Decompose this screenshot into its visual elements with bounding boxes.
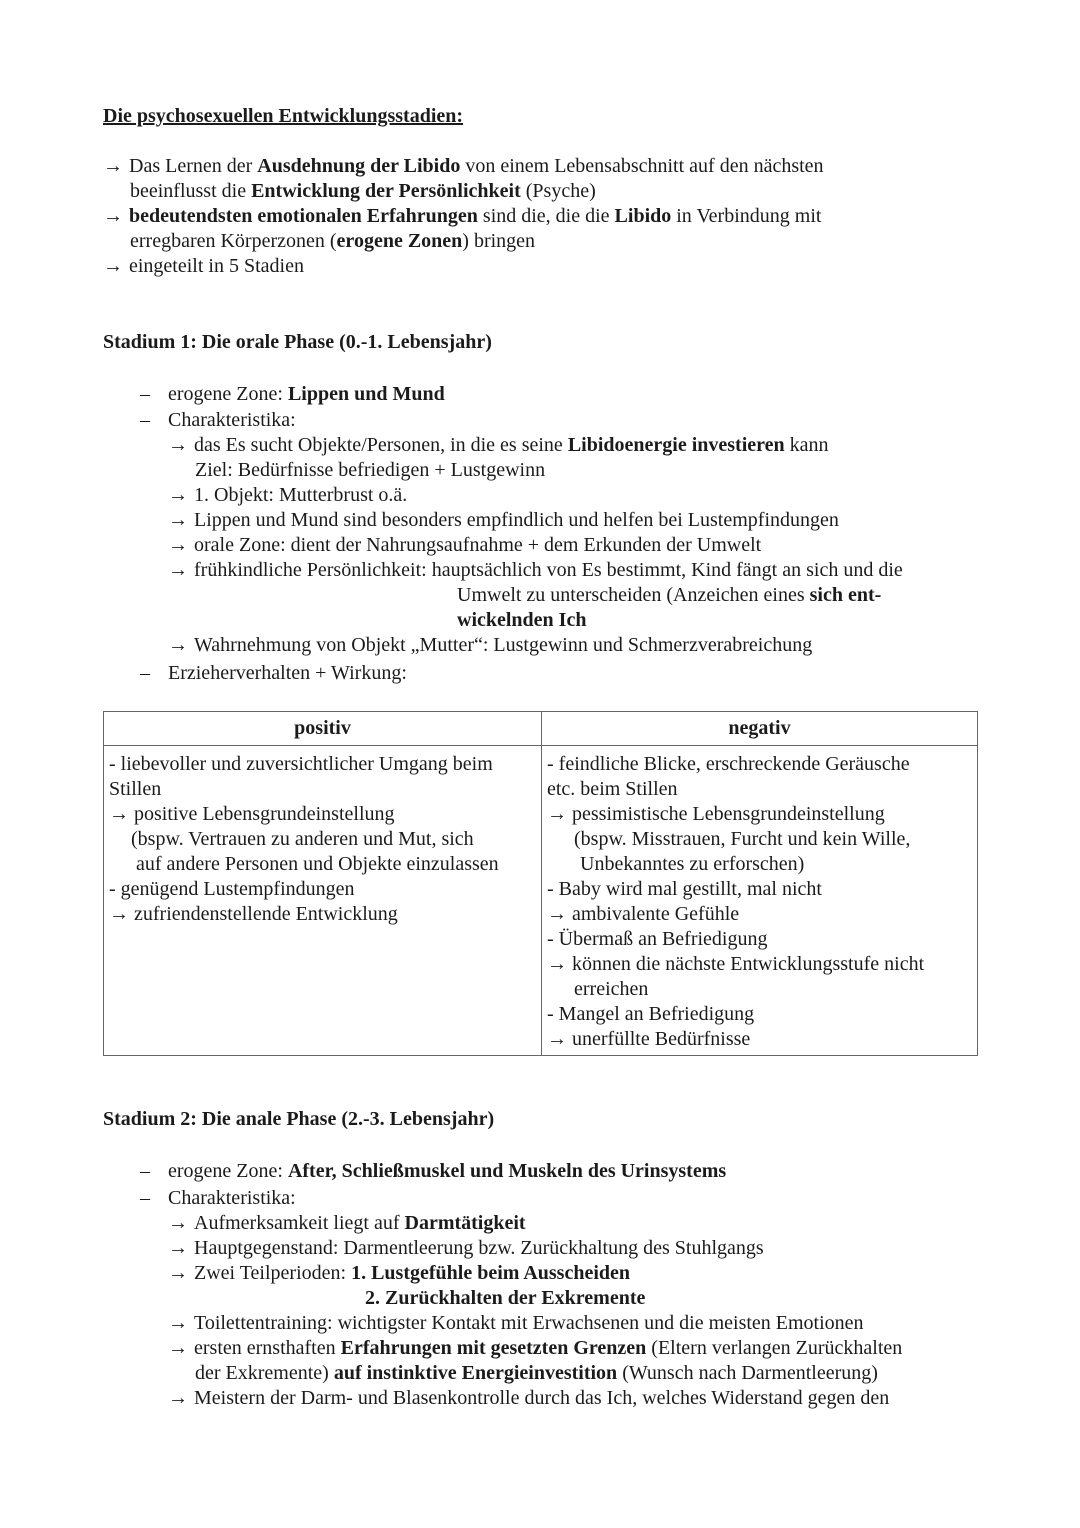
stage1-zone: erogene Zone: Lippen und Mund — [168, 383, 445, 405]
page-title: Die psychosexuellen Entwicklungsstadien: — [103, 105, 464, 127]
stage2-char-3-cont: 2. Zurückhalten der Exkremente — [365, 1287, 646, 1309]
arrow-icon: → — [168, 1337, 188, 1359]
stage1-char-5-end: wickelnden Ich — [457, 609, 587, 631]
stage2-char-6: → Meistern der Darm- und Blasenkontrolle durch das Ich, welches Widerstand gegen den — [168, 1387, 890, 1409]
stage2-char-5-cont: der Exkremente) auf instinktive Energieinvestition (Wunsch nach Darmentleerung) — [195, 1362, 878, 1384]
stage2-char-label: Charakteristika: — [168, 1187, 296, 1209]
stage1-heading: Stadium 1: Die orale Phase (0.-1. Lebensjahr) — [103, 331, 492, 353]
list-item: - Baby wird mal gestillt, mal nicht — [547, 878, 822, 900]
bullet-dash: – — [140, 1187, 150, 1209]
stage1-erzieher-label: Erzieherverhalten + Wirkung: — [168, 662, 407, 684]
intro-line-4: erregbaren Körperzonen (erogene Zonen) bringen — [130, 230, 536, 252]
arrow-icon: → — [168, 534, 188, 556]
list-item: auf andere Personen und Objekte einzulassen — [136, 853, 499, 875]
list-item: Stillen — [109, 778, 162, 800]
list-item: etc. beim Stillen — [547, 778, 678, 800]
bullet-dash: – — [140, 1160, 150, 1182]
arrow-icon: → — [168, 559, 188, 581]
bullet-dash: – — [140, 409, 150, 431]
list-item: → pessimistische Lebensgrundeinstellung — [547, 803, 885, 825]
table-header-negative: negativ — [542, 712, 978, 746]
arrow-icon: → — [103, 155, 123, 177]
stage1-char-4: → orale Zone: dient der Nahrungsaufnahme + dem Erkunden der Umwelt — [168, 534, 762, 556]
arrow-icon: → — [168, 1262, 188, 1284]
arrow-icon: → — [168, 1212, 188, 1234]
behaviour-effect-table — [103, 711, 978, 1056]
bullet-dash: – — [140, 383, 150, 405]
bullet-dash: – — [140, 662, 150, 684]
list-item: (bspw. Vertrauen zu anderen und Mut, sich — [131, 828, 474, 850]
stage2-char-2: → Hauptgegenstand: Darmentleerung bzw. Zurückhaltung des Stuhlgangs — [168, 1237, 764, 1259]
arrow-icon: → — [168, 634, 188, 656]
table-header-positive: positiv — [104, 712, 542, 746]
arrow-icon: → — [168, 1312, 188, 1334]
stage2-char-4: → Toilettentraining: wichtigster Kontakt mit Erwachsenen und die meisten Emotionen — [168, 1312, 864, 1334]
list-item: erreichen — [574, 978, 649, 1000]
stage2-char-5: → ersten ernsthaften Erfahrungen mit gesetzten Grenzen (Eltern verlangen Zurückhalten — [168, 1337, 903, 1359]
arrow-icon: → — [103, 205, 123, 227]
list-item: - feindliche Blicke, erschreckende Geräusche — [547, 753, 910, 775]
arrow-icon: → — [103, 255, 123, 277]
stage1-char-1: → das Es sucht Objekte/Personen, in die es seine Libidoenergie investieren kann — [168, 434, 829, 456]
arrow-icon: → — [168, 509, 188, 531]
intro-line-1: → Das Lernen der Ausdehnung der Libido von einem Lebensabschnitt auf den nächsten — [103, 155, 824, 177]
stage1-char-3: → Lippen und Mund sind besonders empfindlich und helfen bei Lustempfindungen — [168, 509, 839, 531]
list-item: - Mangel an Befriedigung — [547, 1003, 755, 1025]
stage1-char-2: → 1. Objekt: Mutterbrust o.ä. — [168, 484, 408, 506]
stage1-char-label: Charakteristika: — [168, 409, 296, 431]
table-cell-positive — [104, 746, 542, 1056]
list-item: → können die nächste Entwicklungsstufe nicht — [547, 953, 925, 975]
stage1-char-5-cont: Umwelt zu unterscheiden (Anzeichen eines sich ent- — [457, 584, 882, 606]
stage2-char-3: → Zwei Teilperioden: 1. Lustgefühle beim Ausscheiden — [168, 1262, 631, 1284]
intro-line-2: beeinflusst die Entwicklung der Persönlichkeit (Psyche) — [130, 180, 596, 202]
stage2-char-1: → Aufmerksamkeit liegt auf Darmtätigkeit — [168, 1212, 526, 1234]
intro-line-3: → bedeutendsten emotionalen Erfahrungen sind die, die die Libido in Verbindung mit — [103, 205, 822, 227]
stage1-char-6: → Wahrnehmung von Objekt „Mutter“: Lustgewinn und Schmerzverabreichung — [168, 634, 813, 656]
list-item: Unbekanntes zu erforschen) — [580, 853, 805, 875]
list-item: - Übermaß an Befriedigung — [547, 928, 768, 950]
stage1-char-5: → frühkindliche Persönlichkeit: hauptsächlich von Es bestimmt, Kind fängt an sich und die — [168, 559, 903, 581]
list-item: (bspw. Misstrauen, Furcht und kein Wille, — [574, 828, 911, 850]
stage1-char-1-goal: Ziel: Bedürfnisse befriedigen + Lustgewinn — [195, 459, 546, 481]
stage2-zone: erogene Zone: After, Schließmuskel und Muskeln des Urinsystems — [168, 1160, 727, 1182]
list-item: → positive Lebensgrundeinstellung — [109, 803, 395, 825]
list-item: → ambivalente Gefühle — [547, 903, 740, 925]
table-cell-negative — [542, 746, 978, 1056]
arrow-icon: → — [168, 484, 188, 506]
list-item: → zufriendenstellende Entwicklung — [109, 903, 398, 925]
arrow-icon: → — [168, 1387, 188, 1409]
arrow-icon: → — [168, 1237, 188, 1259]
stage2-heading: Stadium 2: Die anale Phase (2.-3. Lebensjahr) — [103, 1108, 495, 1130]
list-item: → unerfüllte Bedürfnisse — [547, 1028, 751, 1050]
arrow-icon: → — [168, 434, 188, 456]
list-item: - liebevoller und zuversichtlicher Umgang beim — [109, 753, 493, 775]
intro-line-5: → eingeteilt in 5 Stadien — [103, 255, 304, 277]
list-item: - genügend Lustempfindungen — [109, 878, 355, 900]
